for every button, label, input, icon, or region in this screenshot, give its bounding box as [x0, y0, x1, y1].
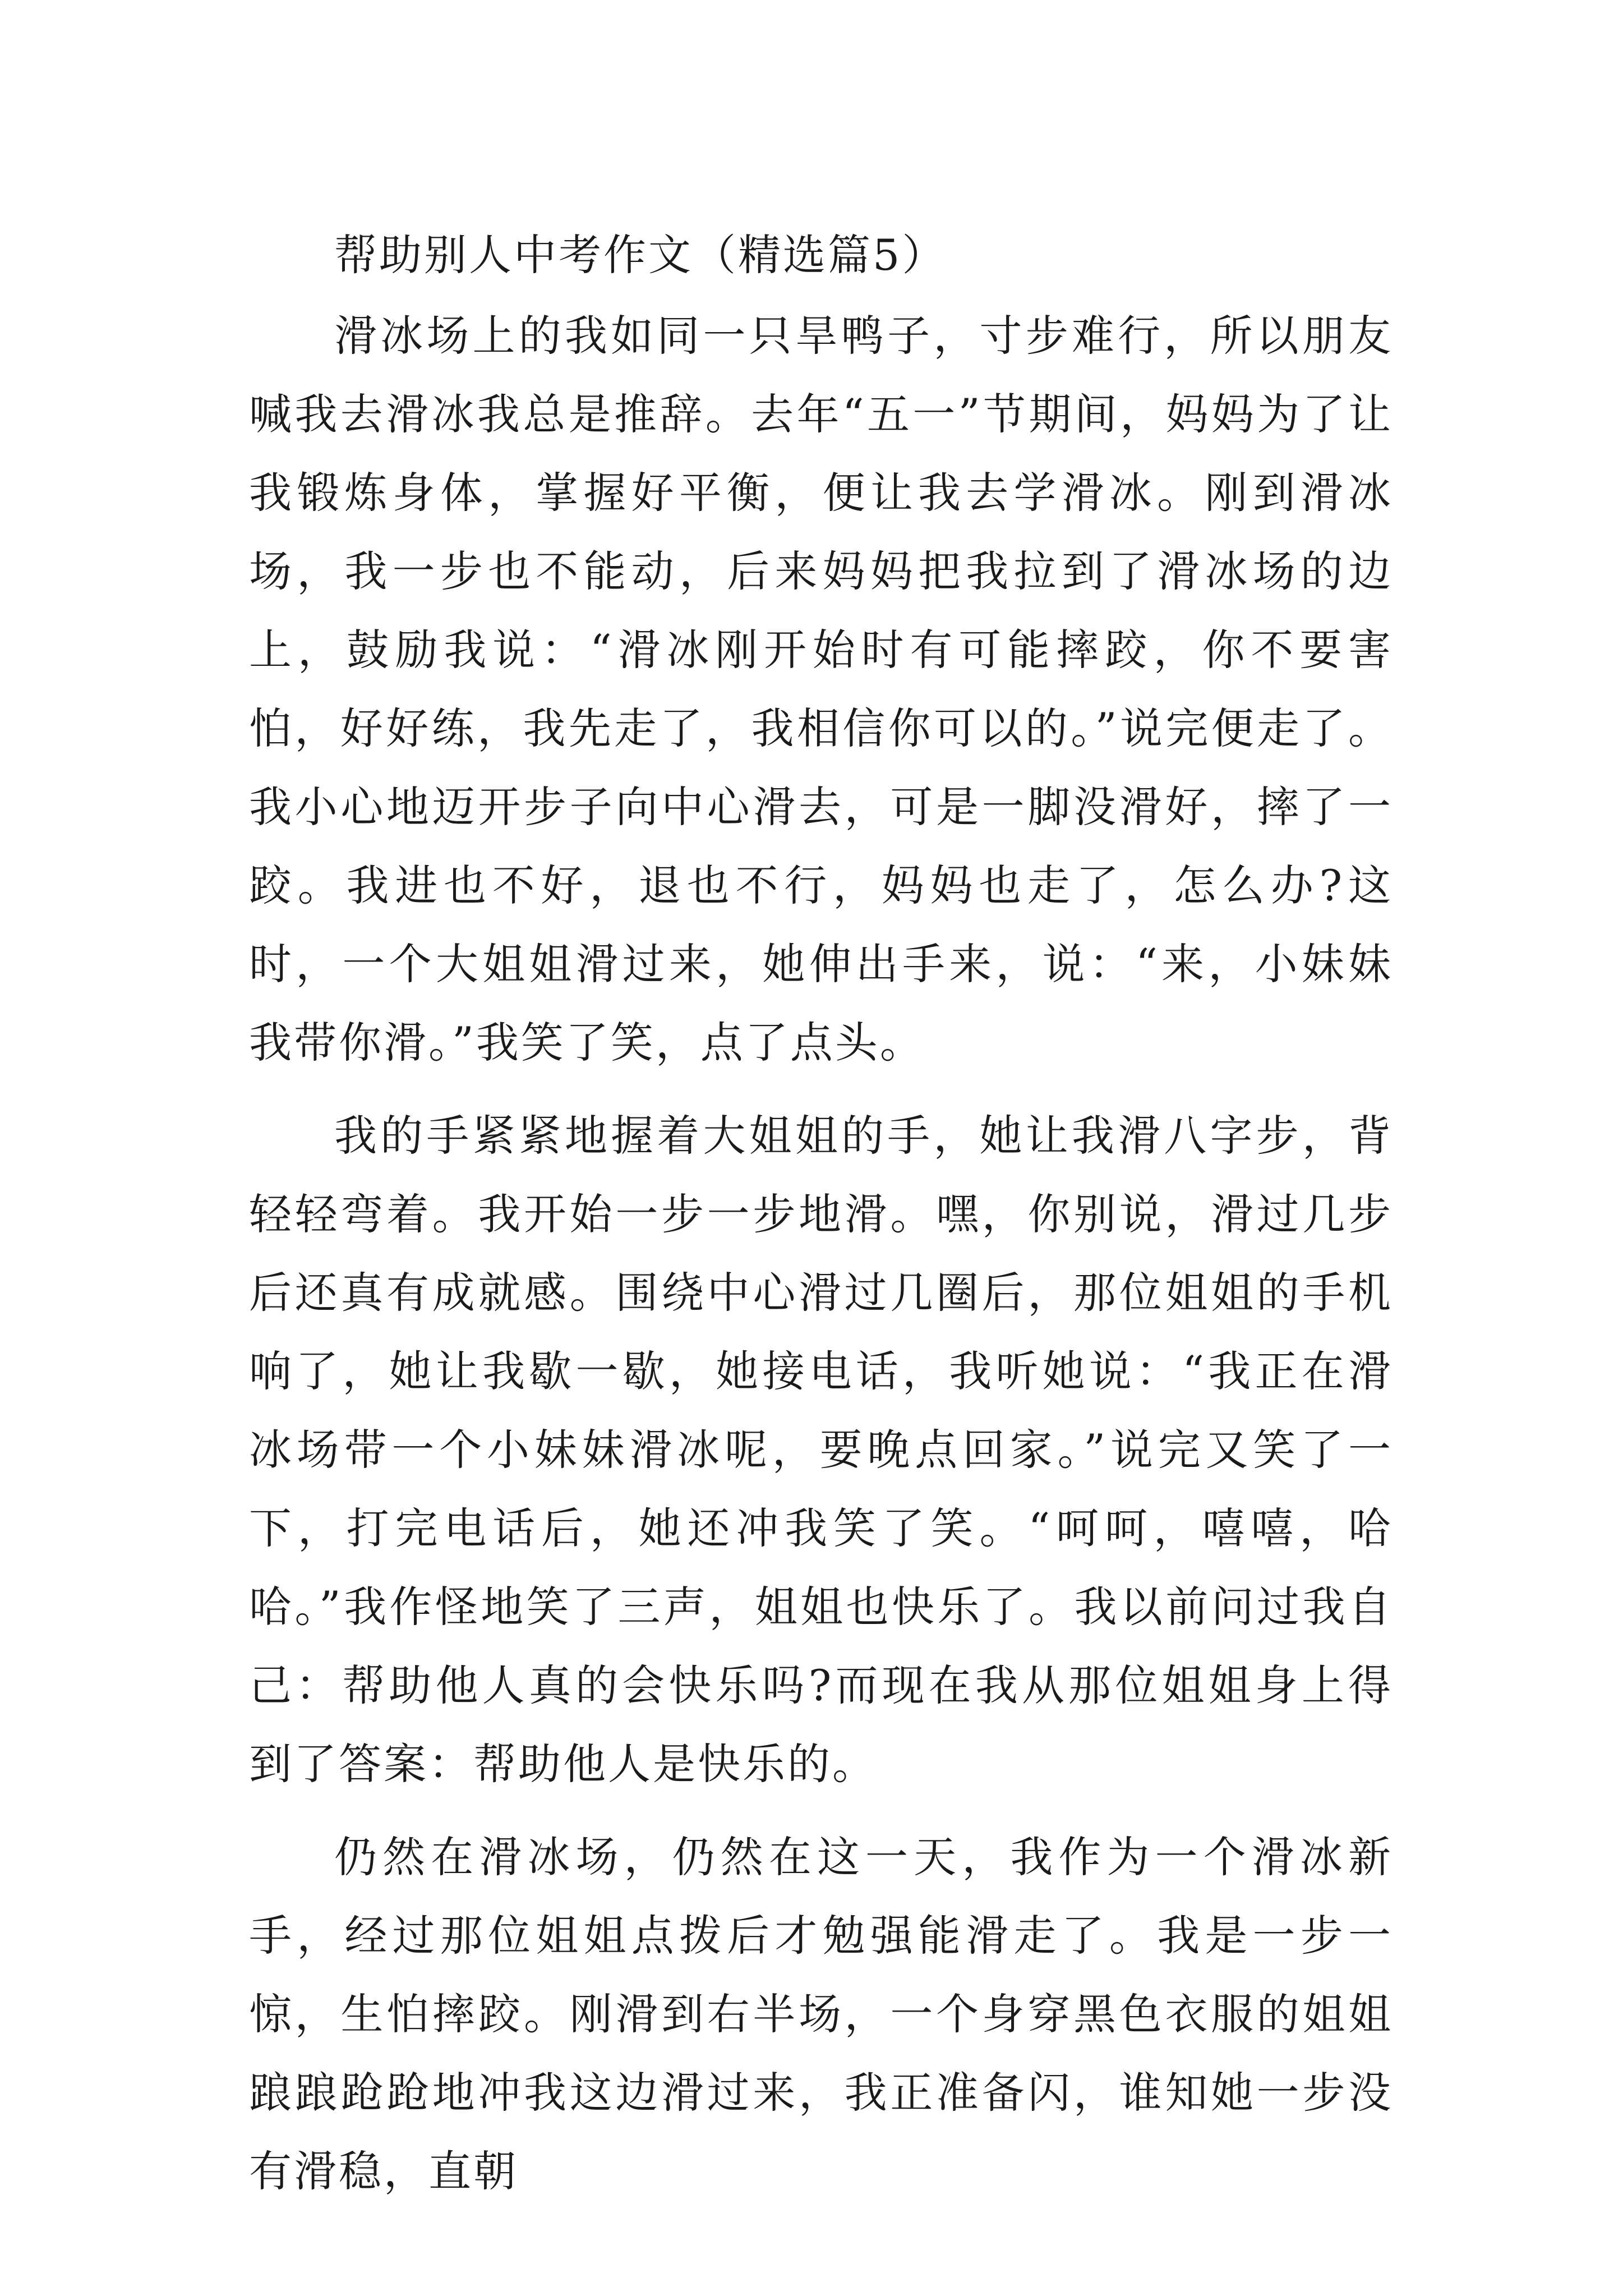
paragraph-2: 我的手紧紧地握着大姐姐的手，她让我滑八字步，背轻轻弯着。我开始一步一步地滑。嘿，你别说，滑过几步后还真有成就感。围绕中心滑过几圈后，那位姐姐的手机响了，她让我歇一歇，她接电话，我听她说：“我正在滑冰场带一个小妹妹滑冰呢，要晚点回家。”说完又笑了一下，打完电话后，她还冲我笑了笑。“呵呵，嘻嘻，哈哈。”我作怪地笑了三声，姐姐也快乐了。我以前问过我自己：帮助他人真的会快乐吗?而现在我从那位姐姐身上得到了答案：帮助他人是快乐的。 — [249, 1111, 1393, 1789]
paragraph-3: 仍然在滑冰场，仍然在这一天，我作为一个滑冰新手，经过那位姐姐点拨后才勉强能滑走了。我是一步一惊，生怕摔跤。刚滑到右半场，一个身穿黑色衣服的姐姐踉踉跄跄地冲我这边滑过来，我正准备闪，谁知她一步没有滑稳，直朝 — [249, 1832, 1393, 2196]
document-title: 帮助别人中考作文（精选篇5） — [334, 230, 947, 280]
document-body — [249, 216, 1393, 2225]
paragraph-1: 滑冰场上的我如同一只旱鸭子，寸步难行，所以朋友喊我去滑冰我总是推辞。去年“五一”节期间，妈妈为了让我锻炼身体，掌握好平衡，便让我去学滑冰。刚到滑冰场，我一步也不能动，后来妈妈把我拉到了滑冰场的边上，鼓励我说：“滑冰刚开始时有可能摔跤，你不要害怕，好好练，我先走了，我相信你可以的。”说完便走了。我小心地迈开步子向中心滑去，可是一脚没滑好，摔了一跤。我进也不好，退也不行，妈妈也走了，怎么办?这时，一个大姐姐滑过来，她伸出手来，说：“来，小妹妹我带你滑。”我笑了笑，点了点头。 — [249, 311, 1393, 1068]
